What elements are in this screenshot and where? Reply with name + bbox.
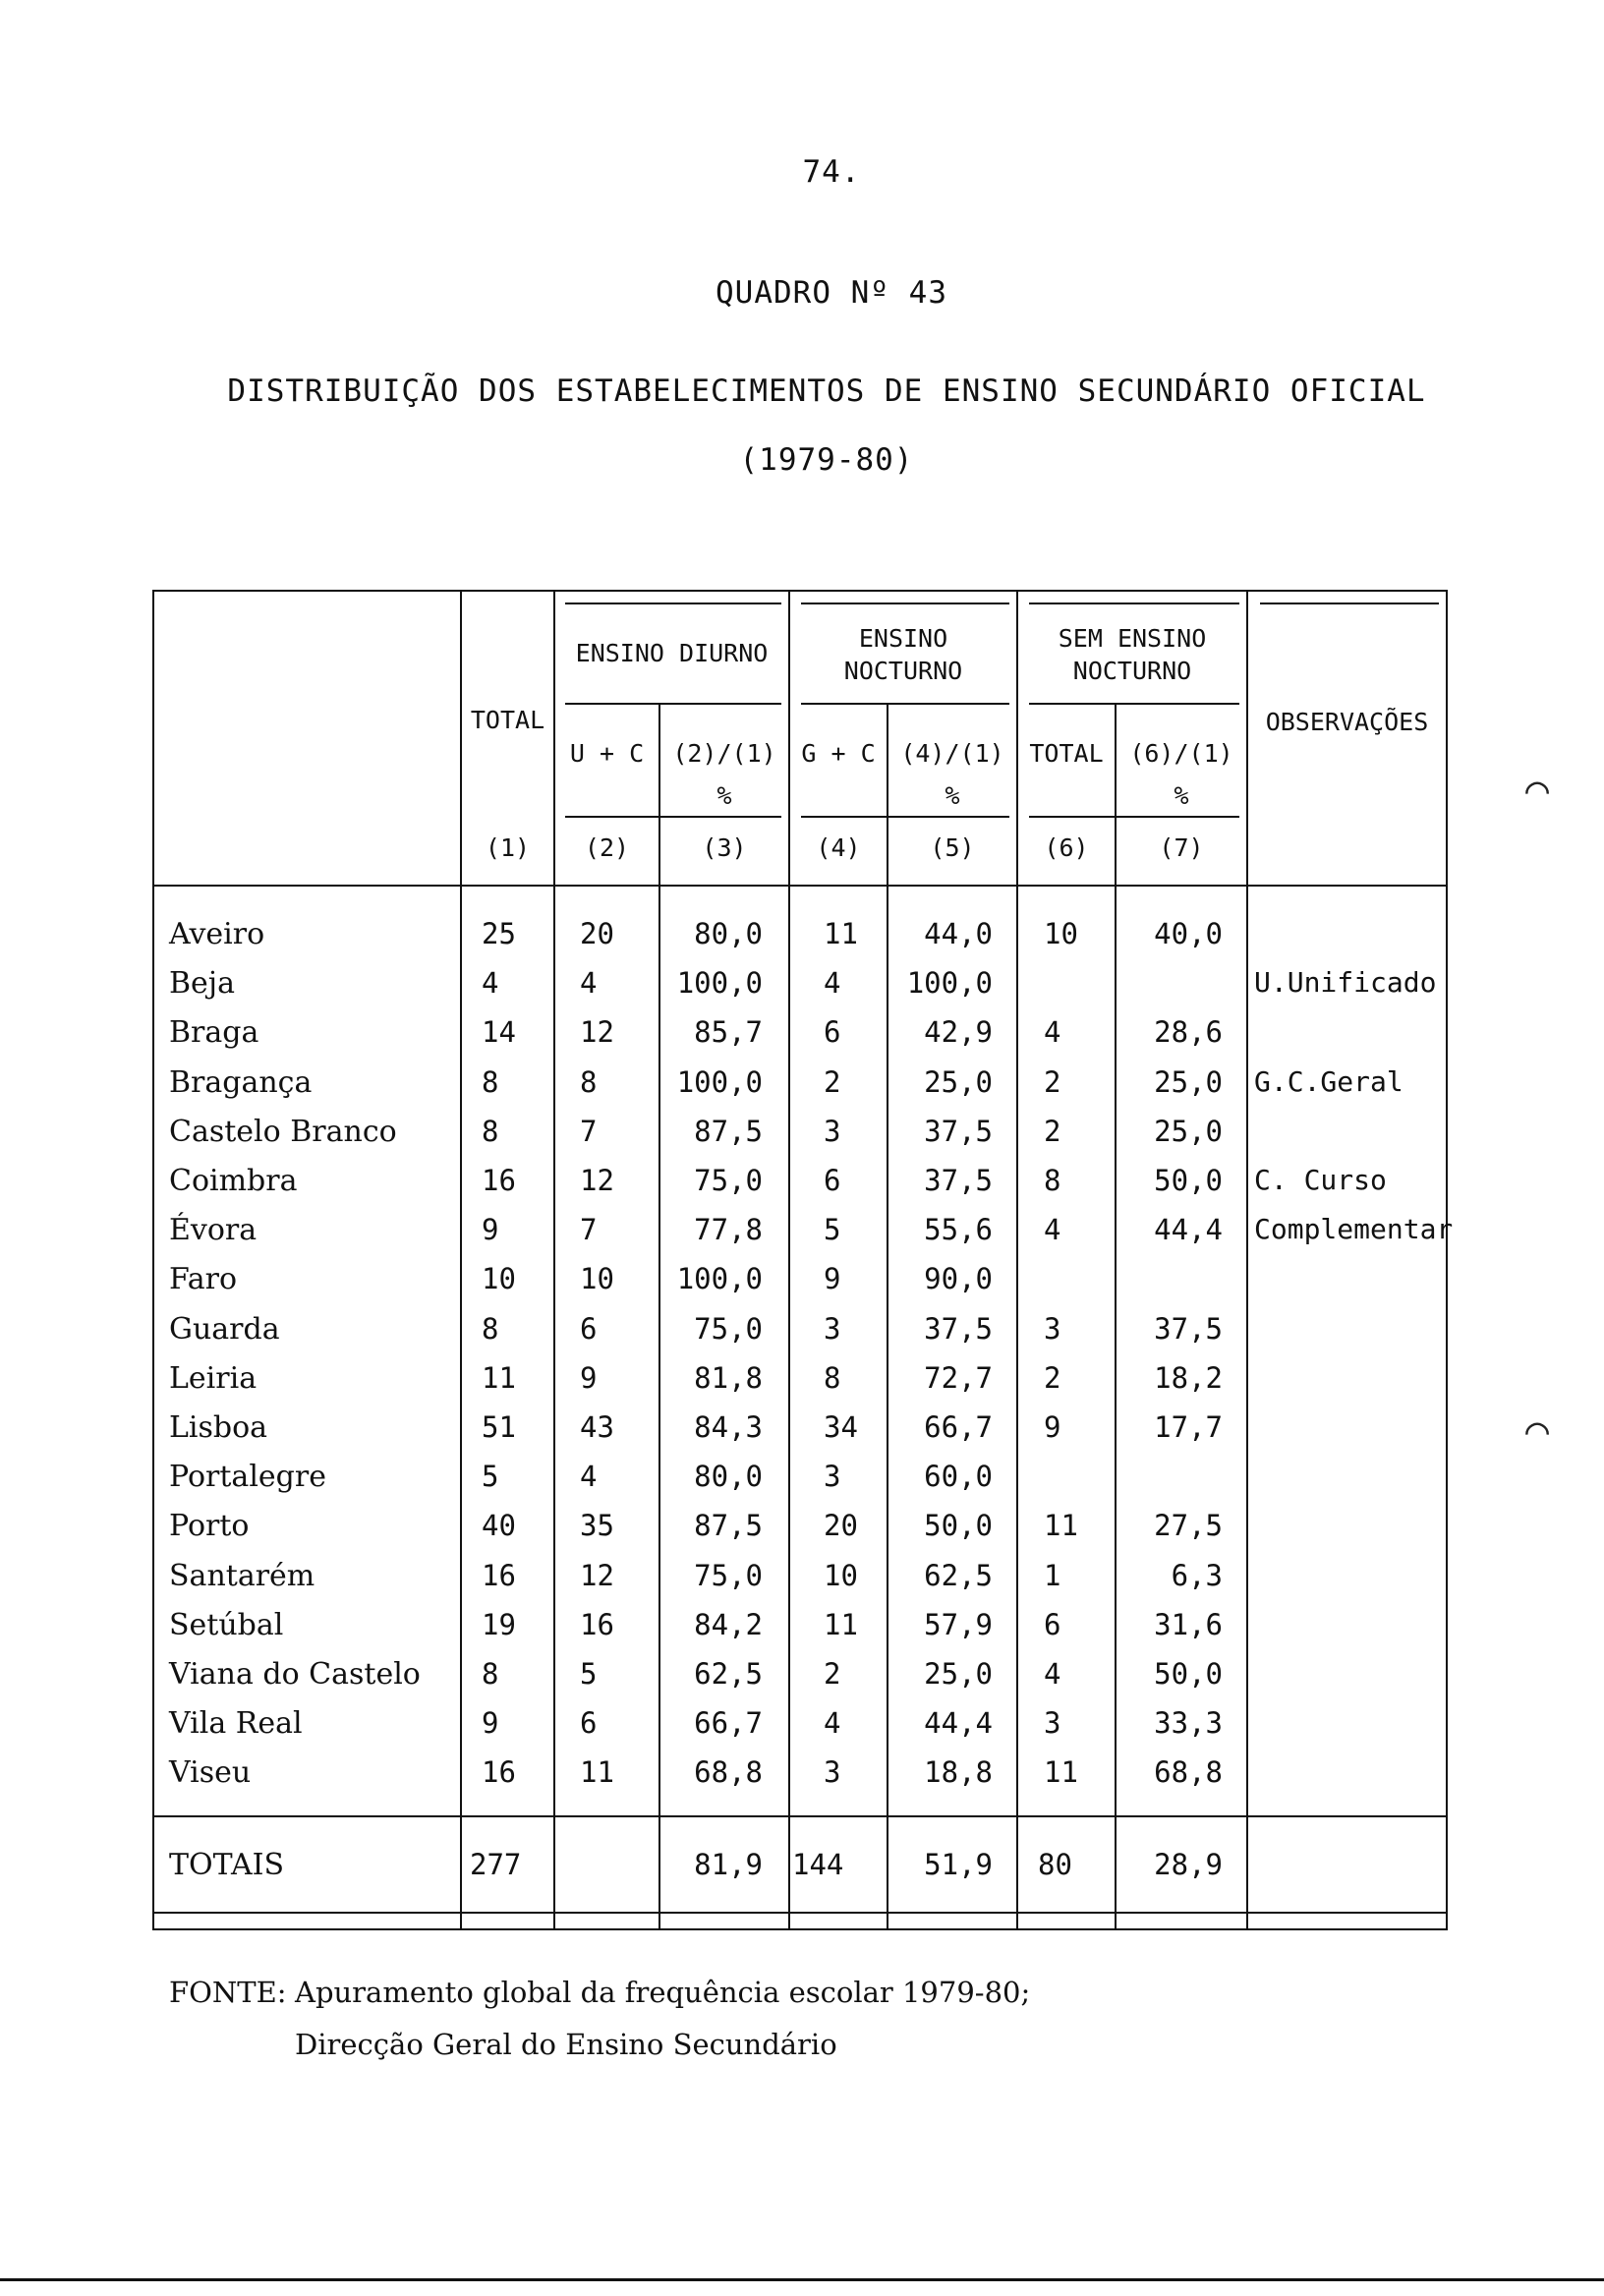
row-cell-c2: 9 — [580, 1361, 598, 1395]
row-cell-c3: 75,0 — [694, 1559, 763, 1592]
row-district-name: Viseu — [169, 1755, 252, 1790]
row-cell-c5: 37,5 — [924, 1115, 993, 1148]
row-cell-c4: 2 — [824, 1065, 841, 1099]
totals-c4: 144 — [792, 1848, 844, 1881]
row-cell-c7: 40,0 — [1154, 917, 1223, 950]
row-cell-c3: 87,5 — [694, 1115, 763, 1148]
col-num-4: (4) — [816, 833, 861, 862]
row-cell-c5: 37,5 — [924, 1164, 993, 1197]
row-cell-c4: 4 — [824, 1706, 841, 1740]
totals-c7: 28,9 — [1154, 1848, 1223, 1881]
margin-mark-1: ⌒ — [1525, 767, 1550, 812]
row-district-name: Lisboa — [169, 1410, 268, 1445]
row-cell-c6: 8 — [1044, 1164, 1061, 1197]
row-cell-c4: 3 — [824, 1460, 841, 1493]
source-text-1: Apuramento global da frequência escolar 1979-80; — [295, 1976, 1031, 2009]
row-cell-c3: 80,0 — [694, 917, 763, 950]
row-cell-c2: 16 — [580, 1608, 614, 1641]
row-cell-c7: 50,0 — [1154, 1657, 1223, 1691]
header-pct-5: % — [945, 781, 960, 810]
row-cell-c2: 10 — [580, 1262, 614, 1295]
row-cell-c3: 68,8 — [694, 1755, 763, 1789]
row-district-name: Faro — [169, 1262, 238, 1296]
row-cell-c1: 8 — [482, 1115, 499, 1148]
header-r41: (4)/(1) — [900, 739, 1004, 768]
row-cell-c5: 42,9 — [924, 1015, 993, 1049]
row-cell-c4: 6 — [824, 1015, 841, 1049]
row-district-name: Setúbal — [169, 1608, 284, 1642]
row-cell-c2: 5 — [580, 1657, 598, 1691]
header-sem-ensino-1: SEM ENSINO — [1058, 624, 1207, 653]
row-cell-c5: 44,0 — [924, 917, 993, 950]
totals-c3: 81,9 — [694, 1848, 763, 1881]
row-cell-c4: 9 — [824, 1262, 841, 1295]
row-cell-c3: 66,7 — [694, 1706, 763, 1740]
table-label: QUADRO Nº 43 — [716, 275, 947, 311]
row-observation: U.Unificado — [1254, 966, 1437, 999]
row-cell-c6: 9 — [1044, 1410, 1061, 1444]
row-cell-c6: 10 — [1044, 917, 1078, 950]
row-district-name: Viana do Castelo — [169, 1657, 421, 1692]
row-cell-c4: 6 — [824, 1164, 841, 1197]
row-cell-c6: 4 — [1044, 1213, 1061, 1246]
row-cell-c3: 100,0 — [676, 966, 763, 1000]
row-cell-c3: 75,0 — [694, 1164, 763, 1197]
row-cell-c7: 6,3 — [1171, 1559, 1223, 1592]
row-cell-c1: 51 — [482, 1410, 516, 1444]
margin-mark-2: ⌒ — [1525, 1407, 1550, 1453]
row-cell-c2: 4 — [580, 1460, 598, 1493]
row-cell-c6: 3 — [1044, 1706, 1061, 1740]
row-cell-c5: 100,0 — [906, 966, 993, 1000]
header-r61: (6)/(1) — [1129, 739, 1233, 768]
row-cell-c4: 11 — [824, 1608, 858, 1641]
source-line-1 — [169, 1976, 1030, 2009]
row-cell-c4: 3 — [824, 1115, 841, 1148]
bottom-rule — [0, 2278, 1604, 2281]
row-cell-c2: 20 — [580, 917, 614, 950]
row-cell-c1: 9 — [482, 1213, 499, 1246]
row-district-name: Vila Real — [169, 1706, 303, 1741]
row-cell-c6: 1 — [1044, 1559, 1061, 1592]
row-cell-c4: 34 — [824, 1410, 858, 1444]
row-cell-c3: 87,5 — [694, 1509, 763, 1542]
source-label: FONTE: — [169, 1976, 287, 2009]
row-cell-c4: 8 — [824, 1361, 841, 1395]
row-cell-c5: 66,7 — [924, 1410, 993, 1444]
row-cell-c5: 62,5 — [924, 1559, 993, 1592]
row-district-name: Beja — [169, 966, 235, 1001]
row-cell-c3: 62,5 — [694, 1657, 763, 1691]
row-cell-c4: 3 — [824, 1755, 841, 1789]
row-cell-c3: 81,8 — [694, 1361, 763, 1395]
row-cell-c2: 12 — [580, 1164, 614, 1197]
row-cell-c6: 11 — [1044, 1755, 1078, 1789]
row-cell-c1: 8 — [482, 1065, 499, 1099]
row-cell-c5: 90,0 — [924, 1262, 993, 1295]
row-cell-c7: 68,8 — [1154, 1755, 1223, 1789]
row-district-name: Braga — [169, 1015, 259, 1050]
header-ensino-diurno: ENSINO DIURNO — [575, 639, 769, 667]
col-num-6: (6) — [1044, 833, 1089, 862]
header-uc: U + C — [569, 739, 645, 768]
row-cell-c1: 8 — [482, 1312, 499, 1346]
row-cell-c2: 6 — [580, 1706, 598, 1740]
row-cell-c3: 100,0 — [676, 1262, 763, 1295]
totals-c1: 277 — [470, 1848, 522, 1881]
totals-c6: 80 — [1038, 1848, 1072, 1881]
row-cell-c1: 11 — [482, 1361, 516, 1395]
row-cell-c1: 4 — [482, 966, 499, 1000]
row-district-name: Porto — [169, 1509, 250, 1543]
row-cell-c2: 4 — [580, 966, 598, 1000]
row-cell-c5: 25,0 — [924, 1657, 993, 1691]
totals-label: TOTAIS — [169, 1848, 285, 1882]
row-cell-c6: 4 — [1044, 1015, 1061, 1049]
row-cell-c2: 43 — [580, 1410, 614, 1444]
row-cell-c1: 19 — [482, 1608, 516, 1641]
totals-c5: 51,9 — [924, 1848, 993, 1881]
col-num-5: (5) — [930, 833, 975, 862]
row-district-name: Guarda — [169, 1312, 280, 1347]
row-cell-c7: 33,3 — [1154, 1706, 1223, 1740]
row-district-name: Coimbra — [169, 1164, 298, 1198]
row-cell-c5: 44,4 — [924, 1706, 993, 1740]
row-cell-c4: 5 — [824, 1213, 841, 1246]
row-cell-c1: 25 — [482, 917, 516, 950]
row-cell-c5: 37,5 — [924, 1312, 993, 1346]
row-cell-c3: 84,3 — [694, 1410, 763, 1444]
row-cell-c2: 11 — [580, 1755, 614, 1789]
header-ensino-nocturno-1: ENSINO — [858, 624, 948, 653]
row-cell-c2: 6 — [580, 1312, 598, 1346]
row-cell-c1: 16 — [482, 1755, 516, 1789]
row-cell-c6: 6 — [1044, 1608, 1061, 1641]
row-cell-c1: 10 — [482, 1262, 516, 1295]
row-cell-c3: 84,2 — [694, 1608, 763, 1641]
header-pct-7: % — [1174, 781, 1189, 810]
row-cell-c7: 25,0 — [1154, 1065, 1223, 1099]
row-cell-c1: 40 — [482, 1509, 516, 1542]
row-cell-c6: 2 — [1044, 1361, 1061, 1395]
row-cell-c2: 8 — [580, 1065, 598, 1099]
row-observation: C. Curso — [1254, 1164, 1387, 1196]
row-cell-c7: 17,7 — [1154, 1410, 1223, 1444]
row-cell-c3: 80,0 — [694, 1460, 763, 1493]
row-cell-c5: 60,0 — [924, 1460, 993, 1493]
row-cell-c4: 20 — [824, 1509, 858, 1542]
row-cell-c5: 18,8 — [924, 1755, 993, 1789]
page-number: 74. — [802, 154, 861, 190]
row-cell-c7: 25,0 — [1154, 1115, 1223, 1148]
row-cell-c1: 9 — [482, 1706, 499, 1740]
col-num-7: (7) — [1159, 833, 1204, 862]
header-observacoes: OBSERVAÇÕES — [1265, 708, 1429, 736]
header-pct-3: % — [716, 781, 732, 810]
row-cell-c7: 27,5 — [1154, 1509, 1223, 1542]
row-cell-c6: 2 — [1044, 1115, 1061, 1148]
row-cell-c5: 50,0 — [924, 1509, 993, 1542]
row-cell-c3: 85,7 — [694, 1015, 763, 1049]
row-cell-c3: 100,0 — [676, 1065, 763, 1099]
row-cell-c2: 35 — [580, 1509, 614, 1542]
header-total: TOTAL — [470, 706, 545, 734]
row-cell-c1: 16 — [482, 1164, 516, 1197]
row-cell-c7: 18,2 — [1154, 1361, 1223, 1395]
header-sem-ensino-2: NOCTURNO — [1072, 657, 1192, 685]
row-district-name: Castelo Branco — [169, 1115, 397, 1149]
row-cell-c2: 7 — [580, 1213, 598, 1246]
row-observation: Complementar — [1254, 1213, 1454, 1245]
row-cell-c4: 11 — [824, 917, 858, 950]
header-total6: TOTAL — [1029, 739, 1104, 768]
row-cell-c6: 3 — [1044, 1312, 1061, 1346]
row-cell-c4: 3 — [824, 1312, 841, 1346]
row-cell-c1: 5 — [482, 1460, 499, 1493]
row-cell-c6: 4 — [1044, 1657, 1061, 1691]
row-cell-c5: 72,7 — [924, 1361, 993, 1395]
row-cell-c6: 2 — [1044, 1065, 1061, 1099]
header-ensino-nocturno-2: NOCTURNO — [843, 657, 963, 685]
row-cell-c1: 16 — [482, 1559, 516, 1592]
row-cell-c7: 31,6 — [1154, 1608, 1223, 1641]
row-cell-c7: 28,6 — [1154, 1015, 1223, 1049]
row-cell-c2: 7 — [580, 1115, 598, 1148]
row-observation: G.C.Geral — [1254, 1065, 1404, 1098]
row-district-name: Portalegre — [169, 1460, 326, 1494]
row-cell-c7: 50,0 — [1154, 1164, 1223, 1197]
col-num-3: (3) — [702, 833, 747, 862]
row-cell-c4: 10 — [824, 1559, 858, 1592]
header-gc: G + C — [801, 739, 876, 768]
row-cell-c1: 14 — [482, 1015, 516, 1049]
row-district-name: Bragança — [169, 1065, 313, 1100]
col-num-2: (2) — [584, 833, 630, 862]
row-cell-c6: 11 — [1044, 1509, 1078, 1542]
row-cell-c3: 77,8 — [694, 1213, 763, 1246]
row-cell-c3: 75,0 — [694, 1312, 763, 1346]
row-district-name: Évora — [169, 1213, 258, 1247]
col-num-1: (1) — [485, 833, 531, 862]
row-cell-c7: 44,4 — [1154, 1213, 1223, 1246]
source-text-2: Direcção Geral do Ensino Secundário — [295, 2028, 837, 2061]
row-cell-c5: 57,9 — [924, 1608, 993, 1641]
row-cell-c5: 25,0 — [924, 1065, 993, 1099]
table-years: (1979-80) — [739, 442, 914, 478]
row-district-name: Santarém — [169, 1559, 315, 1593]
row-district-name: Aveiro — [169, 917, 265, 951]
row-district-name: Leiria — [169, 1361, 258, 1396]
header-r21: (2)/(1) — [672, 739, 776, 768]
row-cell-c5: 55,6 — [924, 1213, 993, 1246]
row-cell-c4: 4 — [824, 966, 841, 1000]
row-cell-c4: 2 — [824, 1657, 841, 1691]
row-cell-c2: 12 — [580, 1559, 614, 1592]
table-title: DISTRIBUIÇÃO DOS ESTABELECIMENTOS DE ENSINO SECUNDÁRIO OFICIAL — [227, 373, 1426, 409]
row-cell-c1: 8 — [482, 1657, 499, 1691]
row-cell-c2: 12 — [580, 1015, 614, 1049]
row-cell-c7: 37,5 — [1154, 1312, 1223, 1346]
